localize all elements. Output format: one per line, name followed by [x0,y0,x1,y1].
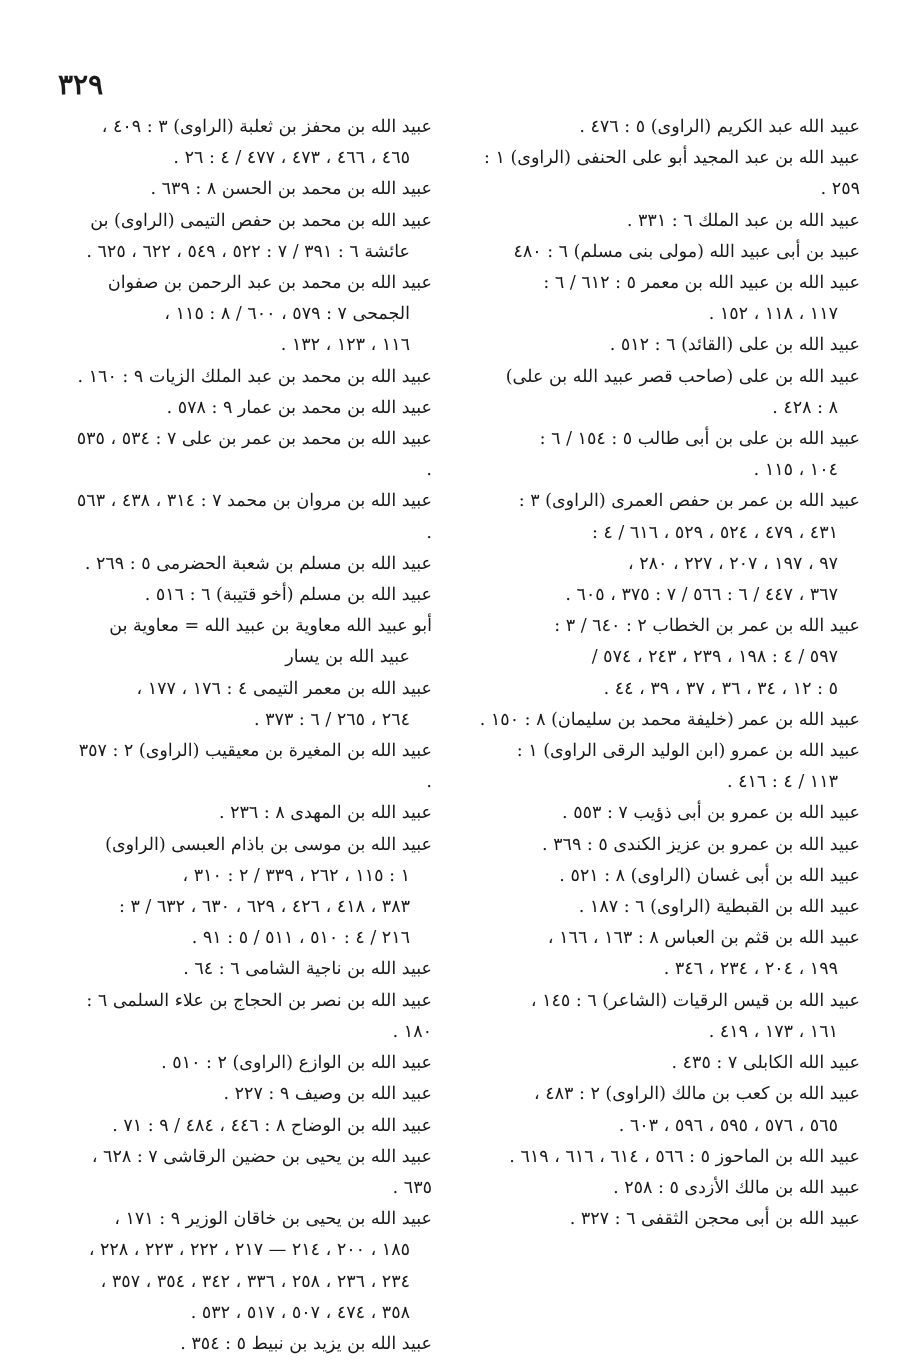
index-entry [468,1079,860,1141]
index-entry [468,611,860,705]
index-entry [72,393,432,424]
index-entry [468,986,860,1048]
index-entry [72,268,432,362]
entry-head-line: عبيد الله بن القبطية (الراوى) ٦ : ١٨٧ . [578,897,860,918]
entry-continuation-line: ٣٨٣ ، ٤١٨ ، ٤٢٦ ، ٦٢٩ ، ٦٣٠ ، ٦٣٢ / ٣ : [118,897,410,918]
index-entry [72,798,432,829]
entry-head-line: عبيد الله بن أبى غسان (الراوى) ٨ : ٥٢١ . [559,865,860,886]
index-entry [72,611,432,673]
index-entry [72,1204,432,1329]
index-entry [72,486,432,548]
entry-head-line: عبيد الله بن يحيى بن حضين الرقاشى ٧ : ٦٢٨ ، ٦٣٥ . [91,1146,432,1198]
index-entry [72,1329,432,1360]
index-entry [72,1111,432,1142]
entry-head-line: عبيد الله بن معمر التيمى ٤ : ١٧٦ ، ١٧٧ ، [136,678,432,699]
entry-head-line: عبيد الله بن عبد الملك ٦ : ٣٣١ . [626,210,860,231]
index-entry [72,954,432,985]
entry-continuation-line: ٤٣١ ، ٤٧٩ ، ٥٢٤ ، ٥٢٩ ، ٦١٦ / ٤ : [591,522,838,543]
entry-head-line: عبيد الله بن عمرو بن عزيز الكندى ٥ : ٣٦٩ . [542,834,860,855]
index-entry [468,736,860,798]
index-entry [468,830,860,861]
index-column-left [72,112,432,1360]
entry-head-line: عبيد الله بن الوضاح ٨ : ٤٤٦ ، ٤٨٤ / ٩ : ٧١ . [112,1115,432,1136]
entry-head-line: عبيد الله بن محمد بن عمر بن على ٧ : ٥٣٤ ، ٥٣٥ . [76,429,432,481]
entry-head-line: عبيد الله بن عبد المجيد أبو على الحنفى (الراوى) ١ : ٢٥٩ . [484,148,860,200]
entry-continuation-line: ٥ : ١٢ ، ٣٤ ، ٣٦ ، ٣٧ ، ٣٩ ، ٤٤ . [603,678,838,699]
entry-continuation-line: ١ : ١١٥ ، ٢٦٢ ، ٣٣٩ / ٢ : ٣١٠ ، [182,865,410,886]
entry-head-line: عبيد الله بن وصيف ٩ : ٢٢٧ . [223,1084,432,1105]
entry-continuation-line: ١٠٤ ، ١١٥ . [753,460,838,481]
entry-continuation-line: ٢٣٤ ، ٢٣٦ ، ٢٥٨ ، ٣٣٦ ، ٣٤٢ ، ٣٥٤ ، ٣٥٧ ، [100,1271,410,1292]
entry-continuation-line: ٥٦٥ ، ٥٧٦ ، ٥٩٥ ، ٥٩٦ ، ٦٠٣ . [618,1115,838,1136]
entry-head-line: عبيد الله بن قيس الرقيات (الشاعر) ٦ : ١٤٥ ، [530,990,860,1011]
entry-head-line: عبيد بن أبى عبيد الله (مولى بنى مسلم) ٦ : ٤٨٠ [513,241,860,262]
entry-head-line: عبيد الله بن عمر (خليفة محمد بن سليمان) ٨ : ١٥٠ . [479,709,860,730]
entry-head-line: عبيد الله بن محفز بن ثعلبة (الراوى) ٣ : ٤٠٩ ، [101,117,432,137]
entry-head-line: عبيد الله بن على (صاحب قصر عبيد الله بن على) [505,366,860,387]
entry-head-line: عبيد الله بن المهدى ٨ : ٢٣٦ . [218,803,432,824]
entry-head-line: عبيد الله بن على (القائد) ٦ : ٥١٢ . [609,335,860,356]
entry-head-line: عبيد الله بن نصر بن الحجاج بن علاء السلمى ٦ : ١٨٠ . [86,990,432,1042]
entry-head-line: عبيد الله بن الوازع (الراوى) ٢ : ٥١٠ . [161,1053,432,1074]
index-entry [72,206,432,268]
entry-continuation-line: ١٩٩ ، ٢٠٤ ، ٢٣٤ ، ٣٤٦ . [663,959,838,980]
entry-continuation-line: ٢٦٤ ، ٢٦٥ / ٦ : ٣٧٣ . [254,709,410,730]
index-entry [72,424,432,486]
entry-head-line: عبيد الله بن الماحوز ٥ : ٥٦٦ ، ٦١٤ ، ٦١٦ ، ٦١٩ . [509,1146,860,1167]
index-entry [468,1173,860,1204]
entry-head-line: عبيد الله بن عبيد الله بن معمر ٥ : ٦١٢ / ٦ : [543,273,860,294]
index-entry [468,330,860,361]
entry-head-line: عبيد الله بن محمد بن عبد الرحمن بن صفوان [107,273,432,294]
index-entry [468,861,860,892]
index-entry [72,112,432,174]
entry-head-line: عبيد الله بن محمد بن حفص التيمى (الراوى) بن [90,210,432,231]
index-entry [468,143,860,205]
index-entry [72,1048,432,1079]
entry-continuation-line: ٨ : ٤٢٨ . [772,397,838,418]
entry-head-line: عبيد الله بن عمر بن الخطاب ٢ : ٦٤٠ / ٣ : [554,616,860,637]
entry-head-line: عبيد الله بن عمر بن حفص العمرى (الراوى) ٣ : [518,491,860,512]
index-entry [468,362,860,424]
index-entry [468,923,860,985]
index-entry [72,549,432,580]
index-entry [468,1048,860,1079]
entry-head-line: عبيد الله بن أبى محجن الثقفى ٦ : ٣٢٧ . [569,1209,860,1230]
index-entry [468,1142,860,1173]
index-entry [468,798,860,829]
entry-head-line: عبيد الله بن محمد بن الحسن ٨ : ٦٣٩ . [150,179,432,200]
index-entry [72,736,432,798]
index-column-right [468,112,860,1235]
entry-head-line: عبيد الله بن محمد بن عمار ٩ : ٥٧٨ . [166,397,432,418]
index-entry [468,112,860,143]
entry-continuation-line: ١١٧ ، ١١٨ ، ١٥٢ . [708,304,838,325]
entry-head-line: أبو عبيد الله معاوية بن عبيد الله = معاوية بن [109,616,432,637]
entry-continuation-line: ٢١٦ / ٤ : ٥١٠ ، ٥١١ / ٥ : ٩١ . [191,928,410,949]
index-entry [72,362,432,393]
entry-head-line: عبيد الله بن كعب بن مالك (الراوى) ٢ : ٤٨٣ ، [533,1084,860,1105]
index-entry [468,206,860,237]
index-entry [72,1079,432,1110]
entry-head-line: عبيد الله بن عمرو بن أبى ذؤيب ٧ : ٥٥٣ . [562,803,860,824]
entry-continuation-line: ١١٣ / ٤ : ٤١٦ . [726,772,838,793]
entry-continuation-line: عائشة ٦ : ٣٩١ / ٧ : ٥٢٢ ، ٥٤٩ ، ٦٢٢ ، ٦٢٥ . [86,241,410,262]
index-entry [72,1142,432,1204]
entry-head-line: عبيد الله الكابلى ٧ : ٤٣٥ . [671,1053,860,1074]
index-entry [72,830,432,955]
entry-head-line: عبيد الله بن مالك الأزدى ٥ : ٢٥٨ . [613,1177,860,1198]
entry-continuation-line: ٩٧ ، ١٩٧ ، ٢٠٧ ، ٢٢٧ ، ٢٨٠ ، [628,553,838,574]
entry-head-line: عبيد الله بن عمرو (ابن الوليد الرقى الراوى) ١ : [516,741,860,762]
entry-continuation-line: ٤٦٥ ، ٤٦٦ ، ٤٧٣ ، ٤٧٧ / ٤ : ٢٦ . [173,148,410,169]
entry-continuation-line: ٣٦٧ ، ٤٤٧ / ٦ : ٥٦٦ / ٧ : ٣٧٥ ، ٦٠٥ . [565,585,838,606]
entry-continuation-line: ١٦١ ، ١٧٣ ، ٤١٩ . [708,1021,838,1042]
entry-head-line: عبيد الله بن محمد بن عبد الملك الزيات ٩ : ١٦٠ . [77,366,432,387]
entry-head-line: عبيد الله بن على بن أبى طالب ٥ : ١٥٤ / ٦ : [539,429,860,450]
index-entry [72,674,432,736]
entry-continuation-line: ١١٦ ، ١٢٣ ، ١٣٢ . [280,335,410,356]
index-entry [468,1204,860,1235]
index-entry [72,174,432,205]
entry-head-line: عبيد الله عبد الكريم (الراوى) ٥ : ٤٧٦ . [579,117,860,137]
entry-continuation-line: الجمحى ٧ : ٥٧٩ ، ٦٠٠ / ٨ : ١١٥ ، [164,304,410,325]
entry-continuation-line: ١٨٥ ، ٢٠٠ ، ٢١٤ — ٢١٧ ، ٢٢٢ ، ٢٢٣ ، ٢٢٨ ، [88,1240,410,1261]
index-entry [468,486,860,611]
entry-head-line: عبيد الله بن المغيرة بن معيقيب (الراوى) ٢ : ٣٥٧ . [78,741,432,793]
entry-head-line: عبيد الله بن يزيد بن نبيط ٥ : ٣٥٤ . [180,1333,432,1354]
entry-head-line: عبيد الله بن يحيى بن خاقان الوزير ٩ : ١٧١ ، [114,1209,432,1230]
index-entry [468,705,860,736]
entry-continuation-line: عبيد الله بن يسار [285,647,410,668]
index-entry [468,268,860,330]
entry-head-line: عبيد الله بن مسلم (أخو قتيبة) ٦ : ٥١٦ . [144,585,432,606]
index-entry [468,424,860,486]
entry-head-line: عبيد الله بن مسلم بن شعبة الحضرمى ٥ : ٢٦٩ . [84,553,432,574]
index-entry [72,580,432,611]
entry-head-line: عبيد الله بن مروان بن محمد ٧ : ٣١٤ ، ٤٣٨ ، ٥٦٣ . [76,491,432,543]
entry-head-line: عبيد الله بن موسى بن باذام العبسى (الراوى) [105,834,432,855]
entry-head-line: عبيد الله بن ناجية الشامى ٦ : ٦٤ . [183,959,432,980]
entry-head-line: عبيد الله بن قثم بن العباس ٨ : ١٦٣ ، ١٦٦ ، [547,928,860,949]
index-entry [72,986,432,1048]
index-entry [468,237,860,268]
entry-continuation-line: ٥٩٧ / ٤ : ١٩٨ ، ٢٣٩ ، ٢٤٣ ، ٥٧٤ / [591,647,838,668]
page-number: ٣٢٩ [58,68,104,101]
index-entry [468,892,860,923]
entry-continuation-line: ٣٥٨ ، ٤٧٤ ، ٥٠٧ ، ٥١٧ ، ٥٣٢ . [190,1302,410,1323]
